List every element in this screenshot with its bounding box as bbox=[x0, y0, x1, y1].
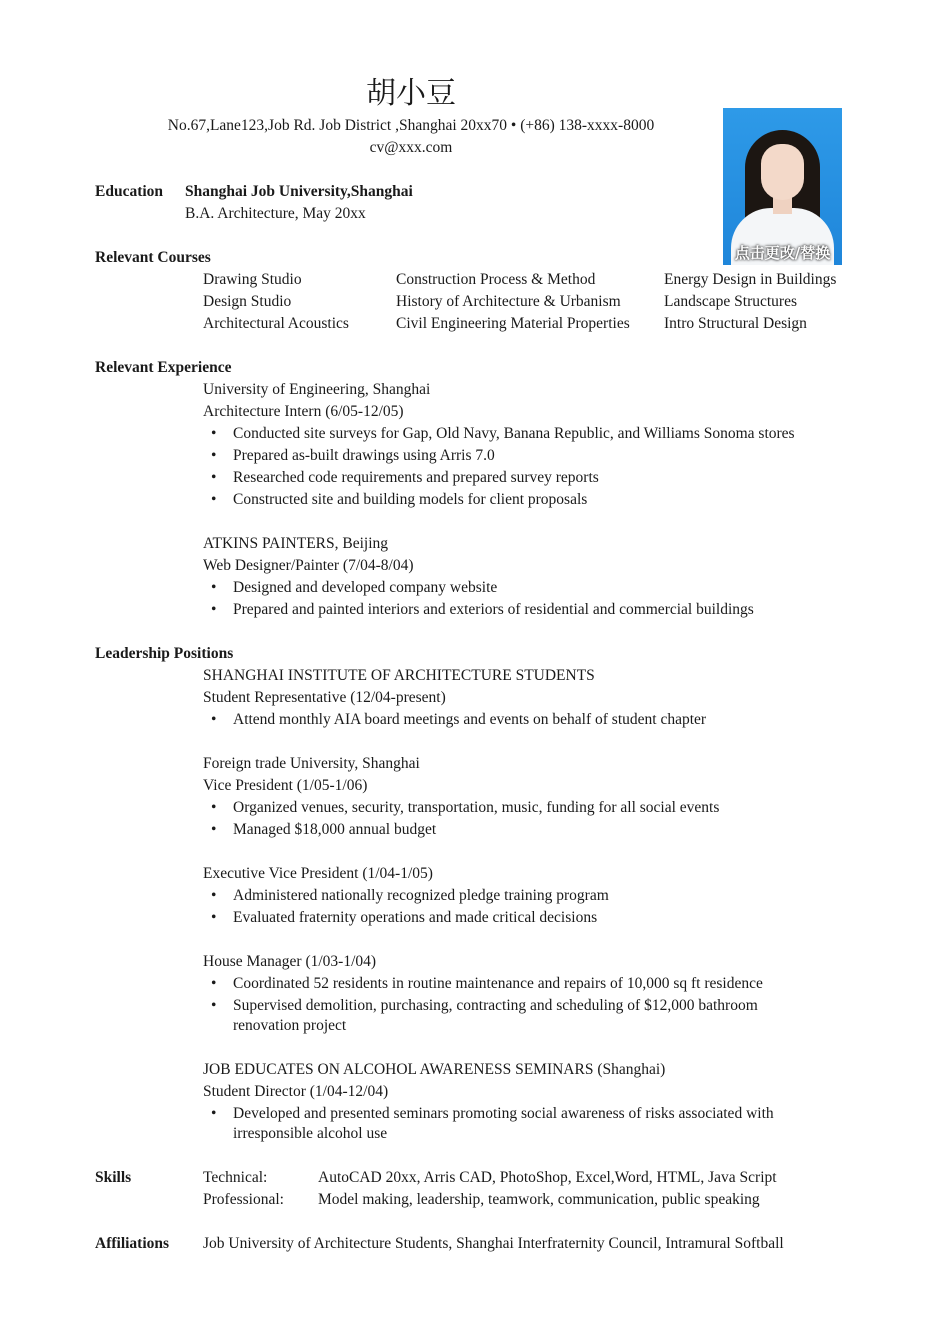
leadership-role: Student Representative (12/04-present) bbox=[203, 689, 446, 706]
experience-bullet: • Constructed site and building models for client proposals bbox=[233, 490, 587, 510]
leadership-role: House Manager (1/03-1/04) bbox=[203, 953, 377, 970]
candidate-name: 胡小豆 bbox=[366, 77, 456, 110]
leadership-role: Executive Vice President (1/04-1/05) bbox=[203, 865, 433, 882]
education-school: Shanghai Job University,Shanghai bbox=[185, 183, 413, 200]
course-item: Landscape Structures bbox=[664, 293, 797, 310]
leadership-org: SHANGHAI INSTITUTE OF ARCHITECTURE STUDENTS bbox=[203, 667, 595, 684]
skills-technical-value: AutoCAD 20xx, Arris CAD, PhotoShop, Excel,Word, HTML, Java Script bbox=[318, 1169, 777, 1186]
course-item: Architectural Acoustics bbox=[203, 315, 349, 332]
leadership-org: Foreign trade University, Shanghai bbox=[203, 755, 420, 772]
course-item: Civil Engineering Material Properties bbox=[396, 315, 630, 332]
photo-replace-caption[interactable]: 点击更改/替换 bbox=[734, 244, 831, 262]
skills-technical-label: Technical: bbox=[203, 1169, 268, 1186]
affiliations-value: Job University of Architecture Students, Shanghai Interfraternity Council, Intramural Softball bbox=[203, 1235, 784, 1252]
profile-photo[interactable] bbox=[723, 108, 842, 265]
leadership-role: Student Director (1/04-12/04) bbox=[203, 1083, 389, 1100]
skills-heading: Skills bbox=[95, 1169, 132, 1186]
course-item: Drawing Studio bbox=[203, 271, 302, 288]
course-item: Energy Design in Buildings bbox=[664, 271, 837, 288]
experience-bullet: • Conducted site surveys for Gap, Old Navy, Banana Republic, and Williams Sonoma stores bbox=[233, 424, 795, 444]
skills-professional-label: Professional: bbox=[203, 1191, 284, 1208]
leadership-bullet: • Developed and presented seminars promoting social awareness of risks associated with bbox=[233, 1104, 774, 1124]
leadership-bullet: • Supervised demolition, purchasing, contracting and scheduling of $12,000 bathroom bbox=[233, 996, 758, 1016]
contact-line: No.67,Lane123,Job Rd. Job District ,Shanghai 20xx70 • (+86) 138-xxxx-8000 bbox=[167, 117, 655, 134]
leadership-bullet: • Administered nationally recognized pledge training program bbox=[233, 886, 609, 906]
photo-face bbox=[761, 144, 804, 200]
leadership-bullet: • Attend monthly AIA board meetings and events on behalf of student chapter bbox=[233, 710, 706, 730]
leadership-bullet: • Organized venues, security, transportation, music, funding for all social events bbox=[233, 798, 719, 818]
leadership-bullet: • Evaluated fraternity operations and made critical decisions bbox=[233, 908, 597, 928]
experience-org: ATKINS PAINTERS, Beijing bbox=[203, 535, 389, 552]
experience-heading: Relevant Experience bbox=[95, 359, 232, 376]
experience-bullet: • Prepared as-built drawings using Arris 7.0 bbox=[233, 446, 495, 466]
course-item: Construction Process & Method bbox=[396, 271, 596, 288]
leadership-role: Vice President (1/05-1/06) bbox=[203, 777, 368, 794]
affiliations-heading: Affiliations bbox=[95, 1235, 170, 1252]
course-item: Design Studio bbox=[203, 293, 292, 310]
leadership-bullet-continuation: irresponsible alcohol use bbox=[233, 1125, 388, 1142]
education-degree: B.A. Architecture, May 20xx bbox=[185, 205, 366, 222]
leadership-org: JOB EDUCATES ON ALCOHOL AWARENESS SEMINARS (Shanghai) bbox=[203, 1061, 666, 1078]
experience-bullet: • Designed and developed company website bbox=[233, 578, 497, 598]
course-item: Intro Structural Design bbox=[664, 315, 807, 332]
skills-professional-value: Model making, leadership, teamwork, communication, public speaking bbox=[318, 1191, 760, 1208]
leadership-bullet-continuation: renovation project bbox=[233, 1017, 347, 1034]
leadership-bullet: • Managed $18,000 annual budget bbox=[233, 820, 436, 840]
experience-bullet: • Researched code requirements and prepared survey reports bbox=[233, 468, 599, 488]
experience-bullet: • Prepared and painted interiors and exteriors of residential and commercial buildings bbox=[233, 600, 754, 620]
email: cv@xxx.com bbox=[369, 139, 453, 156]
leadership-heading: Leadership Positions bbox=[95, 645, 234, 662]
leadership-bullet: • Coordinated 52 residents in routine maintenance and repairs of 10,000 sq ft residence bbox=[233, 974, 763, 994]
experience-role: Web Designer/Painter (7/04-8/04) bbox=[203, 557, 414, 574]
course-item: History of Architecture & Urbanism bbox=[396, 293, 621, 310]
education-heading: Education bbox=[95, 183, 164, 200]
courses-heading: Relevant Courses bbox=[95, 249, 211, 266]
experience-org: University of Engineering, Shanghai bbox=[203, 381, 431, 398]
experience-role: Architecture Intern (6/05-12/05) bbox=[203, 403, 404, 420]
